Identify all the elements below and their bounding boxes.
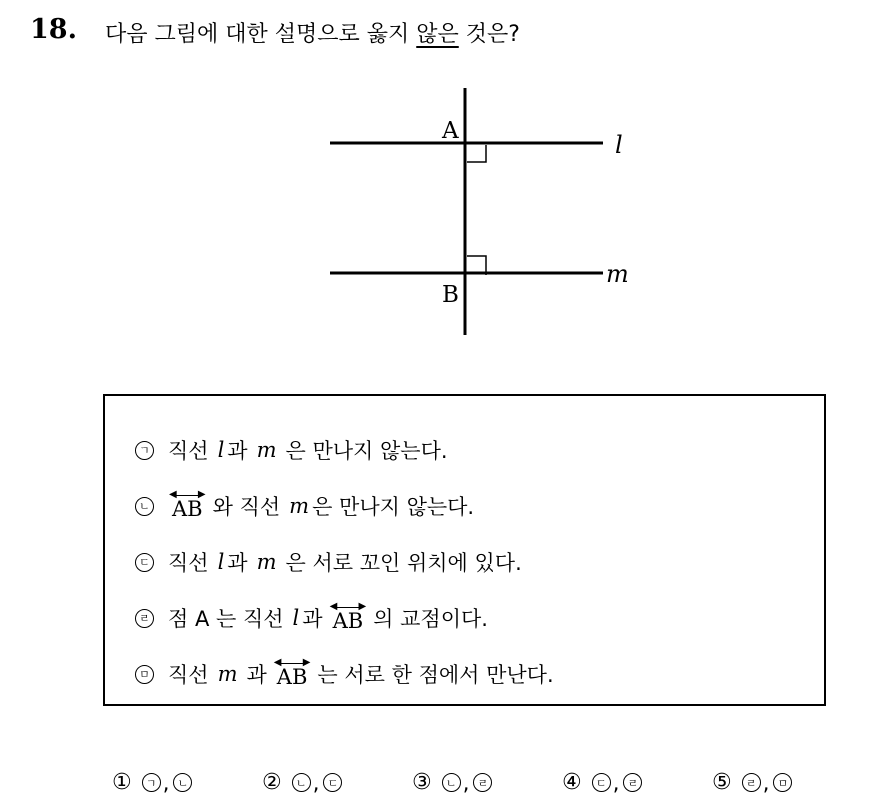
line-ab-symbol: ◀ ▶ AB bbox=[329, 601, 367, 633]
marker-digeut: ㄷ bbox=[135, 553, 154, 572]
choice-number: ② bbox=[262, 770, 282, 795]
choice-marker: ㄴ bbox=[442, 773, 461, 792]
statement-text: 직선 bbox=[168, 551, 209, 575]
statement-text: 와 직선 bbox=[212, 495, 281, 519]
choice-marker: ㄴ bbox=[173, 773, 192, 792]
question-text-before: 다음 그림에 대한 설명으로 옳지 bbox=[105, 22, 417, 47]
choice-5[interactable]: ⑤ ㄹ , ㅁ bbox=[712, 770, 794, 795]
statements-box bbox=[103, 394, 826, 706]
choice-number: ⑤ bbox=[712, 770, 732, 795]
answer-choices bbox=[0, 770, 884, 798]
choice-marker: ㄹ bbox=[623, 773, 642, 792]
line-ab-symbol: ◀ ▶ AB bbox=[169, 489, 206, 521]
var-l: l bbox=[217, 550, 225, 574]
question-text-underlined: 않은 bbox=[416, 22, 459, 47]
marker-nieun: ㄴ bbox=[135, 497, 154, 516]
statement-text: 과 bbox=[302, 607, 323, 631]
marker-rieul: ㄹ bbox=[135, 609, 154, 628]
choice-marker: ㅁ bbox=[773, 773, 792, 792]
statement-text: 의 교점이다. bbox=[373, 607, 488, 631]
choice-2[interactable]: ② ㄴ , ㄷ bbox=[262, 770, 344, 795]
statement-2 bbox=[135, 488, 474, 524]
line-ab-text: AB bbox=[276, 665, 308, 689]
question-text-after: 것은? bbox=[458, 22, 520, 47]
label-point-a: A bbox=[442, 118, 459, 144]
choice-number: ① bbox=[112, 770, 132, 795]
geometry-figure bbox=[0, 0, 884, 360]
statement-text: 과 bbox=[227, 551, 248, 575]
statement-text: 은 만나지 않는다. bbox=[312, 495, 475, 519]
var-m: m bbox=[289, 494, 310, 518]
statement-text: 과 bbox=[246, 663, 267, 687]
choice-marker: ㄹ bbox=[742, 773, 761, 792]
choice-marker: ㄹ bbox=[473, 773, 492, 792]
statement-text: 과 bbox=[227, 439, 248, 463]
var-l: l bbox=[217, 438, 225, 462]
statement-text: 점 A 는 직선 bbox=[168, 607, 284, 631]
choice-1[interactable]: ① ㄱ , ㄴ bbox=[112, 770, 194, 795]
var-m: m bbox=[256, 550, 277, 574]
statement-3 bbox=[135, 544, 522, 580]
statement-1 bbox=[135, 432, 448, 468]
statement-text: 는 서로 한 점에서 만난다. bbox=[317, 663, 554, 687]
question-number: 18. bbox=[30, 14, 77, 45]
statement-5 bbox=[135, 656, 554, 692]
choice-3[interactable]: ③ ㄴ , ㄹ bbox=[412, 770, 494, 795]
choice-4[interactable]: ④ ㄷ , ㄹ bbox=[562, 770, 644, 795]
var-l: l bbox=[292, 606, 300, 630]
line-ab-text: AB bbox=[172, 497, 203, 521]
label-line-l: l bbox=[615, 131, 623, 159]
marker-giyeok: ㄱ bbox=[135, 441, 154, 460]
statement-text: 직선 bbox=[168, 663, 209, 687]
label-point-b: B bbox=[442, 282, 459, 308]
statement-text: 은 만나지 않는다. bbox=[285, 439, 448, 463]
statement-4 bbox=[135, 600, 488, 636]
marker-mieum: ㅁ bbox=[135, 665, 154, 684]
right-angle-mark-a bbox=[467, 145, 486, 162]
var-m: m bbox=[217, 662, 238, 686]
choice-number: ③ bbox=[412, 770, 432, 795]
statement-text: 은 서로 꼬인 위치에 있다. bbox=[285, 551, 522, 575]
choice-marker: ㄴ bbox=[292, 773, 311, 792]
choice-marker: ㄷ bbox=[592, 773, 611, 792]
label-line-m: m bbox=[606, 260, 629, 288]
choice-marker: ㄱ bbox=[142, 773, 161, 792]
statement-text: 직선 bbox=[168, 439, 209, 463]
choice-number: ④ bbox=[562, 770, 582, 795]
var-m: m bbox=[256, 438, 277, 462]
choice-marker: ㄷ bbox=[323, 773, 342, 792]
line-ab-symbol: ◀ ▶ AB bbox=[273, 657, 311, 689]
line-ab-text: AB bbox=[332, 609, 364, 633]
